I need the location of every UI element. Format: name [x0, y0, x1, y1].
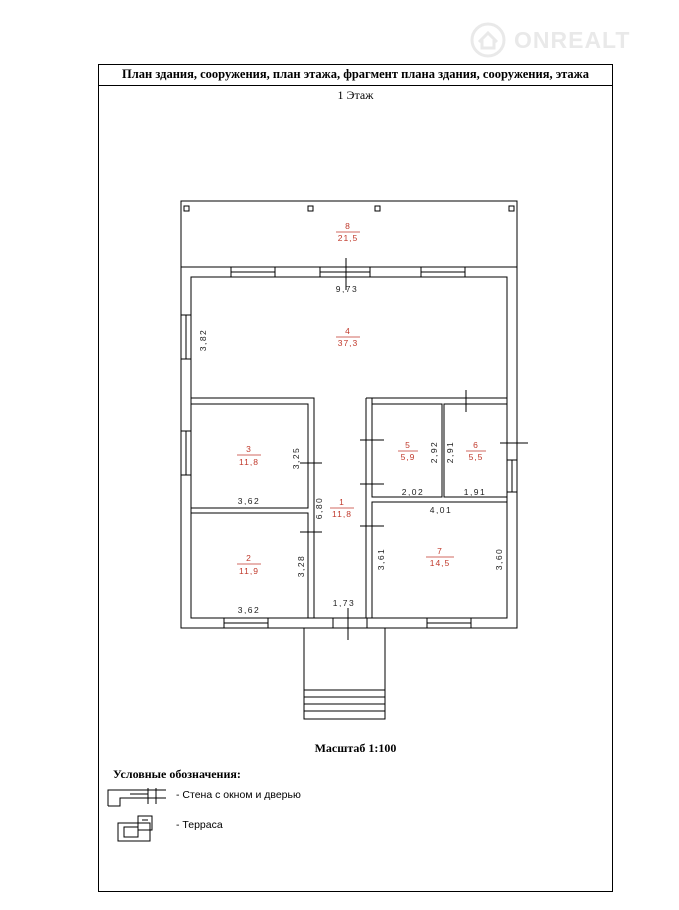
svg-text:6: 6	[473, 440, 479, 450]
dim-room-2-height: 3,28	[296, 554, 306, 578]
svg-text:5: 5	[405, 440, 411, 450]
page-title: План здания, сооружения, план этажа, фрагмент плана здания, сооружения, этажа	[98, 64, 613, 86]
room-7-label	[426, 546, 454, 568]
dim-room-3-width: 3,62	[237, 496, 261, 506]
dim-room-3-height: 3,25	[291, 446, 301, 470]
room-1-label	[330, 497, 354, 519]
svg-text:5,5: 5,5	[468, 452, 484, 462]
svg-text:11,8: 11,8	[332, 509, 352, 519]
floor-label: 1 Этаж	[337, 88, 374, 102]
svg-text:14,5: 14,5	[429, 558, 451, 568]
room-8-label	[336, 221, 360, 243]
dim-room-1-width: 1,73	[332, 598, 356, 608]
svg-text:11,9: 11,9	[239, 566, 259, 576]
legend-terrace-symbol	[118, 816, 152, 841]
room-6-label	[466, 440, 486, 462]
svg-text:37,3: 37,3	[337, 338, 359, 348]
dim-room-4-width: 9,73	[335, 284, 359, 294]
dim-room-7-left: 3,61	[376, 547, 386, 571]
room-3-label	[237, 444, 261, 467]
svg-text:3: 3	[246, 444, 252, 454]
dim-room-2-width: 3,62	[237, 605, 261, 615]
legend-item-terrace: - Терраса	[176, 819, 223, 831]
svg-text:4: 4	[345, 326, 351, 336]
room-4-label	[336, 326, 360, 348]
svg-text:8: 8	[345, 221, 351, 231]
dim-room-5-height: 2,92	[429, 440, 439, 464]
watermark-text: ONREALT	[514, 26, 631, 53]
svg-text:2: 2	[246, 553, 252, 563]
dim-room-6-height: 2,91	[445, 440, 455, 464]
dim-room-6-width: 1,91	[463, 487, 487, 497]
dim-room-5-width: 2,02	[401, 487, 425, 497]
legend-item-wall: - Стена с окном и дверью	[176, 789, 301, 801]
room-2-label	[237, 553, 261, 576]
dim-room-1-height: 6,80	[314, 496, 324, 520]
porch-outline	[304, 628, 385, 719]
scale-label: Масштаб 1:100	[314, 741, 397, 755]
terrace-post	[184, 206, 189, 211]
terrace-post	[509, 206, 514, 211]
svg-text:11,8: 11,8	[239, 457, 259, 467]
svg-text:21,5: 21,5	[337, 233, 359, 243]
dim-room-4-height: 3,82	[198, 328, 208, 352]
entrance-door	[333, 618, 367, 628]
legend-wall-symbol	[108, 788, 166, 806]
legend-title: Условные обозначения:	[113, 767, 241, 781]
svg-text:5,9: 5,9	[400, 452, 416, 462]
svg-text:7: 7	[437, 546, 443, 556]
svg-text:1: 1	[339, 497, 345, 507]
outer-wall-outer	[181, 267, 517, 628]
terrace-post	[375, 206, 380, 211]
room-5-label	[398, 440, 418, 462]
dim-room-7-right: 3,60	[494, 547, 504, 571]
terrace-post	[308, 206, 313, 211]
wall-room-1-right	[366, 398, 372, 618]
dim-room-7-width: 4,01	[429, 505, 453, 515]
